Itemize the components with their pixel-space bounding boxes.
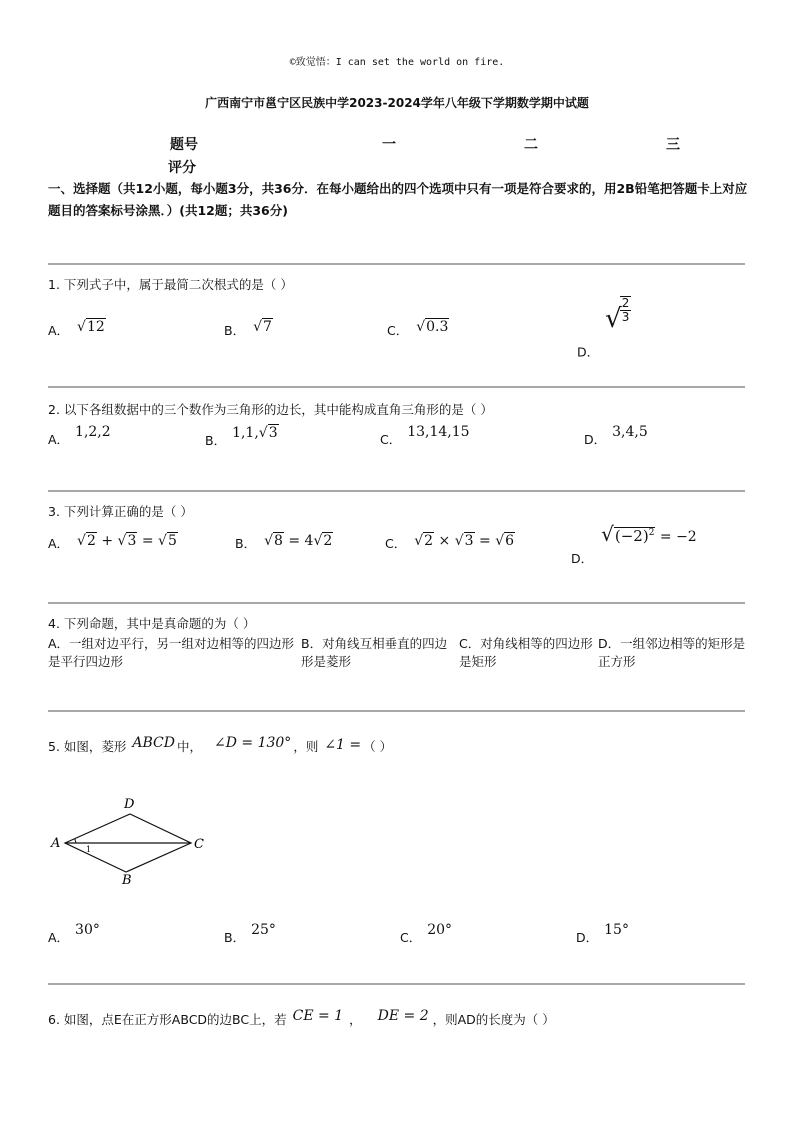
sqrt-sign: √: [605, 303, 622, 334]
q4-option-a[interactable]: A．一组对边平行，另一组对边相等的四边形是平行四边形: [48, 636, 295, 669]
equation: √2 + √3 = √5: [77, 533, 177, 549]
vertex-label-d: D: [124, 797, 135, 812]
option-letter: D．: [584, 432, 607, 447]
question-divider: [48, 983, 745, 985]
score-table-row-label-score: 评分: [168, 160, 196, 176]
radicand: 2: [424, 533, 434, 549]
option-value: 13,14,15: [407, 424, 470, 440]
option-letter: C．: [387, 323, 409, 338]
score-table-col-3: 三: [666, 137, 680, 153]
question-2-stem: 2. 以下各组数据中的三个数作为三角形的边长，其中能构成直角三角形的是（ ）: [48, 402, 493, 417]
math-angle-d: ∠D = 130°: [214, 735, 292, 751]
option-letter: B．: [224, 930, 246, 945]
vertex-label-a: A: [51, 836, 61, 851]
question-divider: [48, 263, 745, 265]
q3-option-d[interactable]: [571, 522, 697, 567]
q5-option-a[interactable]: [48, 922, 100, 946]
q2-option-a[interactable]: [48, 424, 111, 448]
question-divider: [48, 386, 745, 388]
q4-option-b[interactable]: B．对角线互相垂直的四边形是菱形: [301, 636, 448, 669]
option-value-prefix: 1,1,: [232, 425, 259, 441]
vertex-label-b: B: [122, 873, 132, 888]
score-table-col-1: 一: [382, 137, 396, 153]
radicand: 0.3: [426, 319, 449, 335]
exponent: 2: [648, 528, 655, 538]
equation: √2 × √3 = √6: [414, 533, 515, 549]
equals-coefficient: = 4: [288, 533, 314, 549]
fraction-numerator: 2: [621, 296, 630, 310]
option-letter: A．: [48, 930, 70, 945]
radicand: 6: [505, 533, 515, 549]
option-letter: B．: [205, 433, 227, 448]
math-ce: CE = 1: [292, 1008, 344, 1024]
question-divider: [48, 490, 745, 492]
option-letter: A．: [48, 432, 70, 447]
option-value: 1,2,2: [75, 424, 111, 440]
q5-option-d[interactable]: [576, 922, 629, 946]
radicand: 2: [86, 533, 96, 549]
sqrt-expression: √0.3: [416, 319, 449, 335]
q3-option-b[interactable]: [235, 532, 333, 552]
option-letter: C．: [385, 536, 407, 551]
fraction-denominator: 3: [621, 309, 630, 324]
fraction: [620, 296, 632, 323]
radicand: 3: [464, 533, 474, 549]
q4-option-d[interactable]: D．一组邻边相等的矩形是正方形: [598, 636, 746, 669]
question-divider: [48, 710, 745, 712]
option-letter: B．: [224, 323, 246, 338]
option-letter: D．: [571, 551, 594, 566]
option-value: 3,4,5: [612, 424, 648, 440]
q5-option-b[interactable]: [224, 922, 276, 946]
radicand: 2: [323, 533, 333, 549]
option-value: 30°: [75, 922, 100, 938]
sqrt-expression: √3: [258, 425, 278, 441]
angle-label-1: 1: [86, 845, 92, 854]
score-table-row-label-number: 题号: [170, 137, 198, 153]
math-abcd: ABCD: [132, 735, 175, 751]
equals-sign: =: [479, 533, 491, 549]
sqrt-expression: √7: [253, 319, 272, 335]
q3-option-a[interactable]: [48, 532, 178, 552]
option-letter: C．: [400, 930, 422, 945]
option-value: 15°: [604, 922, 629, 938]
radicand: 7: [262, 319, 272, 335]
q2-option-c[interactable]: [380, 424, 470, 448]
sqrt-expression: √12: [77, 319, 105, 335]
radicand: 12: [86, 319, 105, 335]
radicand: 3: [127, 533, 137, 549]
rhombus-figure: [48, 792, 218, 892]
q1-option-b[interactable]: [224, 318, 273, 339]
q2-option-b[interactable]: [205, 424, 279, 449]
page-title: 广西南宁市邕宁区民族中学2023-2024学年八年级下学期数学期中试题: [205, 96, 589, 110]
equation: √8 = 4√2: [264, 533, 333, 549]
q5-option-c[interactable]: [400, 922, 452, 946]
radicand: (−2): [614, 527, 649, 545]
page-header-motto: ©致觉悟：I can set the world on fire.: [289, 57, 505, 68]
question-1-stem: 1. 下列式子中，属于最简二次根式的是（ ）: [48, 277, 293, 292]
option-letter: C．: [380, 432, 402, 447]
operator: +: [101, 533, 114, 549]
section-1-heading: 一、选择题（共12小题，每小题3分，共36分．在每小题给出的四个选项中只有一项是符合要求的，用2B铅笔把答题卡上对应题目的答案标号涂黑．）(共12题；共36分): [48, 181, 748, 218]
vertex-label-c: C: [194, 837, 204, 852]
question-4-stem: 4. 下列命题，其中是真命题的为（ ）: [48, 616, 256, 631]
angle-1-arc: [75, 839, 76, 844]
q3-option-c[interactable]: [385, 532, 515, 552]
radicand: 5: [167, 533, 177, 549]
q1-option-d[interactable]: [577, 296, 631, 361]
question-divider: [48, 602, 745, 604]
q2-option-d[interactable]: [584, 424, 648, 448]
radicand: 8: [273, 533, 283, 549]
equation: $√(-2)^2 = -2$: [601, 522, 697, 546]
question-5-stem: 5. 如图，菱形 ABCD 中， ∠D = 130° ，则 ∠1 = （ ）: [48, 735, 393, 754]
math-de: DE = 2: [377, 1008, 429, 1024]
question-3-stem: 3. 下列计算正确的是（ ）: [48, 504, 193, 519]
option-value: 25°: [251, 922, 276, 938]
q1-option-a[interactable]: [48, 318, 106, 339]
option-letter: D．: [576, 930, 599, 945]
radicand: 3: [268, 425, 278, 441]
option-letter: A．: [48, 323, 70, 338]
q1-option-c[interactable]: [387, 318, 449, 339]
score-table-col-2: 二: [524, 137, 538, 153]
option-value: 20°: [427, 922, 453, 938]
option-letter: D．: [577, 344, 600, 360]
math-angle-1: ∠1 =: [324, 737, 362, 753]
question-6-stem: 6. 如图，点E在正方形ABCD的边BC上，若 CE = 1 ， DE = 2 ，则AD的长度为（ ）: [48, 1008, 555, 1027]
q4-option-c[interactable]: C．对角线相等的四边形是矩形: [459, 636, 593, 669]
option-letter: A．: [48, 536, 70, 551]
operator: ×: [438, 533, 451, 549]
option-letter: B．: [235, 536, 257, 551]
equals-value: = −2: [659, 529, 697, 545]
equals-sign: =: [141, 533, 154, 549]
